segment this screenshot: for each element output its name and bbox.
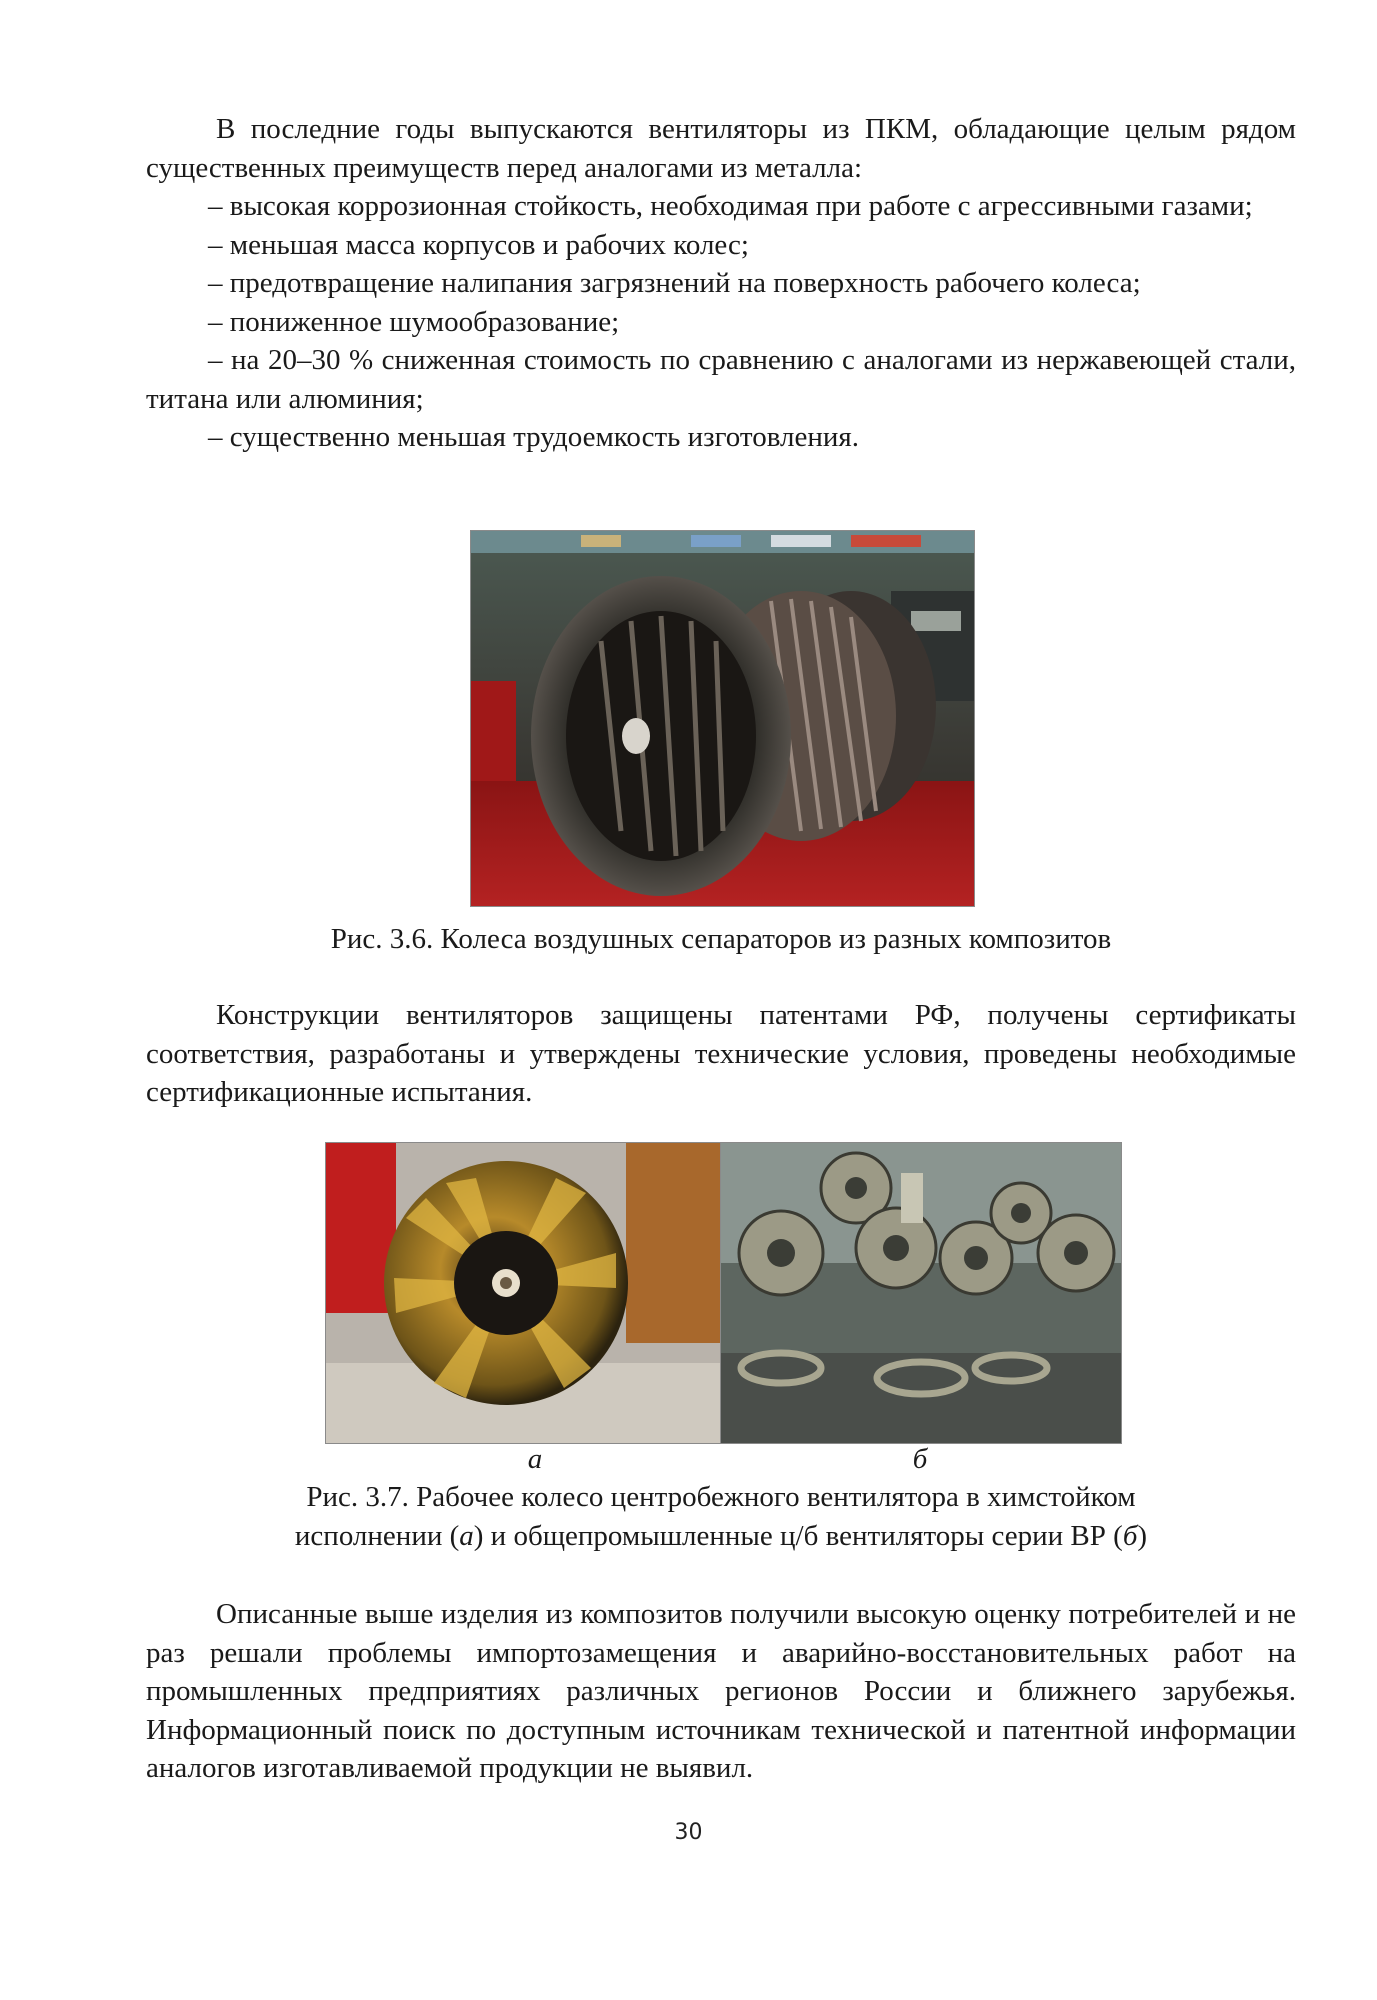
intro-paragraph: В последние годы выпускаются вентиляторы из ПКМ, обладающие целым рядом существенных преимуществ перед аналогами из металла: — [146, 113, 1296, 184]
figure-3-7a-photo — [325, 1142, 722, 1444]
advantages-section — [146, 110, 1296, 457]
bullet-item: – пониженное шумообразование; — [208, 305, 620, 338]
conclusion-section — [146, 1595, 1296, 1788]
figure-3-6-caption: Рис. 3.6. Колеса воздушных сепараторов из разных композитов — [330, 923, 1112, 955]
caption-ref-b: б — [1122, 1519, 1138, 1552]
caption-text: ) — [1137, 1519, 1148, 1552]
figure-3-7b-label: б — [912, 1443, 928, 1475]
figure-3-6-photo — [470, 530, 975, 907]
figure-3-7a-label: а — [527, 1443, 543, 1475]
figure-3-7b-photo — [720, 1142, 1122, 1444]
bullet-item: – на 20–30 % сниженная стоимость по сравнению с аналогами из нержавеющей стали, титана или алюминия; — [146, 344, 1296, 415]
page-number: 30 — [674, 1820, 703, 1845]
bullet-item: – меньшая масса корпусов и рабочих колес; — [208, 228, 749, 261]
certification-section — [146, 996, 1296, 1112]
figure-3-7-caption — [146, 1478, 1296, 1555]
caption-text: исполнении ( — [294, 1519, 460, 1552]
caption-text: ) и общепромышленные ц/б вентиляторы серии ВР ( — [473, 1519, 1123, 1552]
certification-paragraph: Конструкции вентиляторов защищены патентами РФ, получены сертификаты соответствия, разработаны и утверждены технические условия, проведены необходимые сертификационные испытания. — [146, 999, 1296, 1108]
conclusion-paragraph: Описанные выше изделия из композитов получили высокую оценку потребителей и не раз решали проблемы импортозамещения и аварийно-восстановительных работ на промышленных предприятиях различных регионов России и ближнего зарубежья. Информационный поиск по доступным источникам технической и патентной информации аналогов изготавливаемой продукции не выявил. — [146, 1598, 1296, 1784]
bullet-item: – существенно меньшая трудоемкость изготовления. — [208, 421, 859, 453]
bullet-item: – высокая коррозионная стойкость, необходимая при работе с агрессивными газами; — [208, 190, 1253, 222]
figure-3-7-caption-line1: Рис. 3.7. Рабочее колесо центробежного вентилятора в химстойком — [306, 1481, 1136, 1513]
figure-3-7-caption-line2 — [146, 1517, 1296, 1556]
caption-ref-a: а — [459, 1519, 474, 1552]
bullet-item: – предотвращение налипания загрязнений на поверхность рабочего колеса; — [208, 267, 1141, 299]
